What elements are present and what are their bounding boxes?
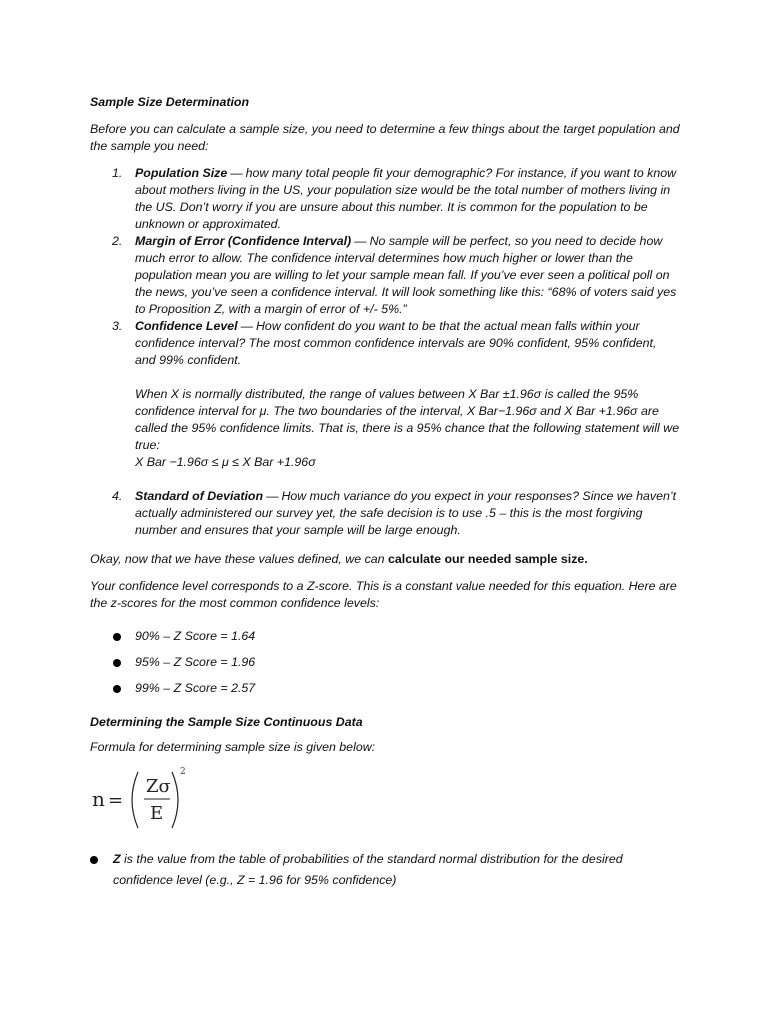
list-text: how many total people fit your demographic? For instance, if you want to know about mothers living in the US, your population size would be the total number of mothers living in the US. Don’t worry if you are unsure about this number. It is common for the population to be unknown or approximated. [135, 166, 677, 231]
zscore-text: 90% – Z Score = 1.64 [135, 629, 256, 643]
list-item [90, 680, 680, 706]
sample-size-formula [90, 764, 680, 834]
formula-denominator: E [150, 803, 164, 824]
list-number: 4. [112, 489, 123, 503]
okay-paragraph [90, 551, 680, 568]
right-paren-icon [172, 772, 178, 828]
em-dash: — [230, 166, 243, 180]
numbered-list [90, 165, 680, 539]
bullet-icon [90, 856, 98, 864]
document-title: Sample Size Determination [90, 95, 250, 109]
list-number: 3. [112, 319, 123, 333]
sub-text: When X is normally distributed, the range of values between X Bar ±1.96σ is called the 95% confidence interval for μ. The two boundaries of the interval, X Bar−1.96σ and X Bar +1.96σ are called the 95% confidence limits. That is, there is a 95% chance that the following statement will we true: [135, 387, 680, 452]
zscore-text: 99% – Z Score = 2.57 [135, 681, 256, 695]
list-item [90, 628, 680, 654]
z-term: Z [113, 852, 121, 866]
list-term: Population Size [135, 166, 228, 180]
zscore-list [90, 628, 680, 706]
list-text: How confident do you want to be that the actual mean falls within your confidence interval? The most common confidence intervals are 90% confident, 95% confident, and 99% confident. [135, 319, 657, 367]
zscore-intro-paragraph: Your confidence level corresponds to a Z-score. This is a constant value needed for this equation. Here are the z-scores for the most common confidence levels: [90, 579, 677, 610]
list-text: How much variance do you expect in your responses? Since we haven’t actually administered our survey yet, the safe decision is to use .5 – this is the most forgiving number and ensures that your sample will be large enough. [135, 489, 677, 537]
confidence-interval-explanation [135, 386, 680, 471]
okay-strong-text: calculate our needed sample size. [388, 552, 588, 566]
okay-text: Okay, now that we have these values defined, we can [90, 552, 389, 566]
formula-intro: Formula for determining sample size is given below: [90, 740, 376, 754]
confidence-formula: X Bar −1.96σ ≤ μ ≤ X Bar +1.96σ [135, 455, 316, 469]
list-text: No sample will be perfect, so you need to decide how much error to allow. The confidence interval determines how much higher or lower than the population mean you are willing to let your sample mean fall. If you’ve ever seen a political poll on the news, you’ve seen a confidence interval. It will look something like this: “68% of voters said yes to Proposition Z, with a margin of error of +/- 5%.” [135, 234, 677, 316]
bullet-icon [113, 685, 121, 693]
formula-numerator: Zσ [146, 776, 171, 797]
formula-graphic [90, 764, 210, 834]
bullet-icon [113, 633, 121, 641]
list-item-population-size [90, 165, 680, 233]
bullet-icon [113, 659, 121, 667]
list-term: Margin of Error (Confidence Interval) [135, 234, 352, 248]
em-dash: — [266, 489, 279, 503]
list-item-confidence-level [90, 318, 680, 471]
section-heading: Determining the Sample Size Continuous Data [90, 715, 363, 729]
list-number: 1. [112, 166, 123, 180]
formula-equals: = [108, 790, 124, 811]
list-term: Standard of Deviation [135, 489, 264, 503]
left-paren-icon [132, 772, 138, 828]
list-number: 2. [112, 234, 123, 248]
z-desc-text: is the value from the table of probabilities of the standard normal distribution for the desired confidence level (e.g., Z = 1.96 for 95% confidence) [113, 852, 623, 887]
intro-paragraph: Before you can calculate a sample size, you need to determine a few things about the target population and the sample you need: [90, 122, 680, 153]
em-dash: — [240, 319, 253, 333]
list-item-standard-deviation [90, 488, 680, 539]
document-page [90, 94, 680, 891]
zscore-text: 95% – Z Score = 1.96 [135, 655, 256, 669]
list-term: Confidence Level [135, 319, 238, 333]
list-item-margin-of-error [90, 233, 680, 318]
formula-lhs: n [92, 787, 105, 811]
formula-exponent: 2 [180, 767, 186, 777]
list-item [90, 654, 680, 680]
z-description [90, 849, 680, 891]
em-dash: — [354, 234, 367, 248]
